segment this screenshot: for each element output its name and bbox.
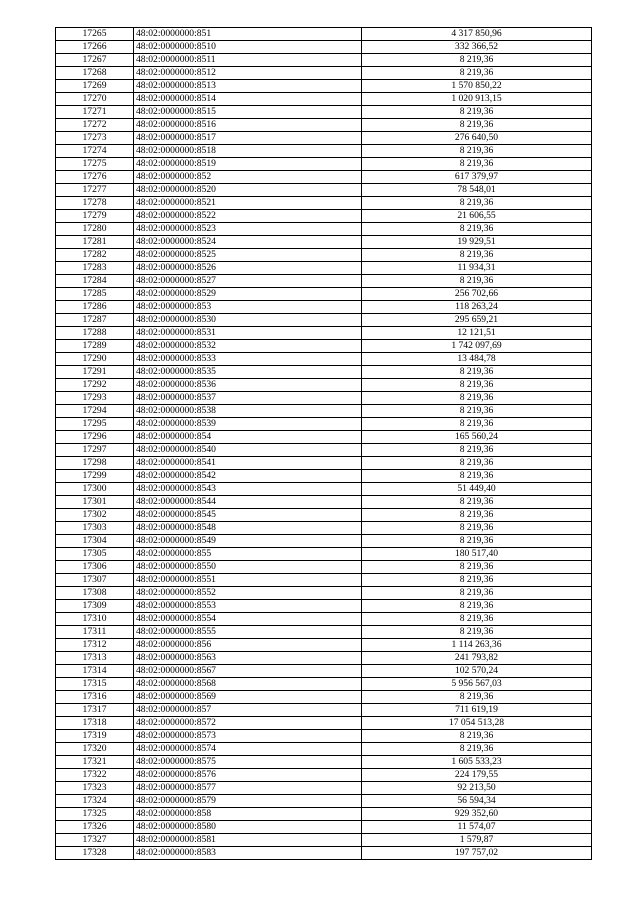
cadastral-number-cell: 48:02:0000000:8579 (134, 795, 362, 808)
cadastral-value-cell: 5 956 567,03 (362, 678, 592, 691)
row-number-cell: 17273 (56, 132, 134, 145)
row-number-cell: 17285 (56, 288, 134, 301)
cadastral-number-cell: 48:02:0000000:8539 (134, 418, 362, 431)
cadastral-value-cell: 8 219,36 (362, 626, 592, 639)
cadastral-number-cell: 48:02:0000000:858 (134, 808, 362, 821)
cadastral-number-cell: 48:02:0000000:8512 (134, 67, 362, 80)
table-row (56, 54, 592, 67)
table-row (56, 483, 592, 496)
cadastral-number-cell: 48:02:0000000:8552 (134, 587, 362, 600)
table-row (56, 314, 592, 327)
row-number-cell: 17309 (56, 600, 134, 613)
row-number-cell: 17272 (56, 119, 134, 132)
row-number-cell: 17276 (56, 171, 134, 184)
row-number-cell: 17308 (56, 587, 134, 600)
table-row (56, 587, 592, 600)
table-row (56, 366, 592, 379)
row-number-cell: 17303 (56, 522, 134, 535)
table-row (56, 119, 592, 132)
cadastral-number-cell: 48:02:0000000:857 (134, 704, 362, 717)
cadastral-number-cell: 48:02:0000000:8533 (134, 353, 362, 366)
cadastral-number-cell: 48:02:0000000:8554 (134, 613, 362, 626)
table-row (56, 262, 592, 275)
row-number-cell: 17269 (56, 80, 134, 93)
cadastral-number-cell: 48:02:0000000:8520 (134, 184, 362, 197)
cadastral-value-cell: 4 317 850,96 (362, 28, 592, 41)
table-row (56, 730, 592, 743)
cadastral-value-cell: 929 352,60 (362, 808, 592, 821)
cadastral-value-cell: 8 219,36 (362, 457, 592, 470)
table-row (56, 80, 592, 93)
table-row (56, 288, 592, 301)
row-number-cell: 17289 (56, 340, 134, 353)
row-number-cell: 17312 (56, 639, 134, 652)
cadastral-number-cell: 48:02:0000000:8511 (134, 54, 362, 67)
cadastral-value-cell: 92 213,50 (362, 782, 592, 795)
row-number-cell: 17279 (56, 210, 134, 223)
cadastral-value-cell: 1 605 533,23 (362, 756, 592, 769)
cadastral-number-cell: 48:02:0000000:8519 (134, 158, 362, 171)
row-number-cell: 17275 (56, 158, 134, 171)
cadastral-number-cell: 48:02:0000000:8573 (134, 730, 362, 743)
table-row (56, 743, 592, 756)
cadastral-value-cell: 8 219,36 (362, 379, 592, 392)
table-row (56, 548, 592, 561)
cadastral-value-cell: 8 219,36 (362, 574, 592, 587)
cadastral-value-cell: 8 219,36 (362, 249, 592, 262)
row-number-cell: 17326 (56, 821, 134, 834)
cadastral-number-cell: 48:02:0000000:8532 (134, 340, 362, 353)
row-number-cell: 17306 (56, 561, 134, 574)
cadastral-value-cell: 241 793,82 (362, 652, 592, 665)
row-number-cell: 17293 (56, 392, 134, 405)
row-number-cell: 17300 (56, 483, 134, 496)
row-number-cell: 17265 (56, 28, 134, 41)
cadastral-number-cell: 48:02:0000000:8542 (134, 470, 362, 483)
cadastral-number-cell: 48:02:0000000:8555 (134, 626, 362, 639)
table-row (56, 41, 592, 54)
row-number-cell: 17310 (56, 613, 134, 626)
table-row (56, 600, 592, 613)
row-number-cell: 17298 (56, 457, 134, 470)
row-number-cell: 17311 (56, 626, 134, 639)
cadastral-number-cell: 48:02:0000000:855 (134, 548, 362, 561)
cadastral-number-cell: 48:02:0000000:8524 (134, 236, 362, 249)
table-row (56, 301, 592, 314)
row-number-cell: 17301 (56, 496, 134, 509)
row-number-cell: 17307 (56, 574, 134, 587)
table-row (56, 444, 592, 457)
cadastral-number-cell: 48:02:0000000:8550 (134, 561, 362, 574)
cadastral-number-cell: 48:02:0000000:8515 (134, 106, 362, 119)
table-row (56, 639, 592, 652)
table-row (56, 106, 592, 119)
cadastral-value-cell: 8 219,36 (362, 743, 592, 756)
cadastral-value-cell: 8 219,36 (362, 561, 592, 574)
table-row (56, 249, 592, 262)
cadastral-value-cell: 8 219,36 (362, 223, 592, 236)
cadastral-number-cell: 48:02:0000000:8536 (134, 379, 362, 392)
table-row (56, 678, 592, 691)
cadastral-value-cell: 12 121,51 (362, 327, 592, 340)
cadastral-value-cell: 256 702,66 (362, 288, 592, 301)
cadastral-value-cell: 8 219,36 (362, 418, 592, 431)
row-number-cell: 17281 (56, 236, 134, 249)
table-row (56, 652, 592, 665)
table-row (56, 145, 592, 158)
cadastral-number-cell: 48:02:0000000:8540 (134, 444, 362, 457)
table-row (56, 171, 592, 184)
table-row (56, 704, 592, 717)
cadastral-number-cell: 48:02:0000000:8545 (134, 509, 362, 522)
cadastral-value-cell: 8 219,36 (362, 730, 592, 743)
cadastral-value-cell: 78 548,01 (362, 184, 592, 197)
row-number-cell: 17274 (56, 145, 134, 158)
table-body (56, 28, 592, 860)
table-row (56, 93, 592, 106)
row-number-cell: 17318 (56, 717, 134, 730)
table-row (56, 821, 592, 834)
cadastral-value-cell: 276 640,50 (362, 132, 592, 145)
row-number-cell: 17267 (56, 54, 134, 67)
cadastral-value-cell: 8 219,36 (362, 535, 592, 548)
table-row (56, 184, 592, 197)
table-row (56, 223, 592, 236)
table-row (56, 834, 592, 847)
cadastral-number-cell: 48:02:0000000:8563 (134, 652, 362, 665)
cadastral-value-cell: 8 219,36 (362, 366, 592, 379)
row-number-cell: 17319 (56, 730, 134, 743)
table-row (56, 691, 592, 704)
table-row (56, 353, 592, 366)
table-row (56, 574, 592, 587)
cadastral-number-cell: 48:02:0000000:852 (134, 171, 362, 184)
cadastral-number-cell: 48:02:0000000:8567 (134, 665, 362, 678)
table-row (56, 392, 592, 405)
table-row (56, 132, 592, 145)
row-number-cell: 17295 (56, 418, 134, 431)
cadastral-value-cell: 1 020 913,15 (362, 93, 592, 106)
row-number-cell: 17278 (56, 197, 134, 210)
row-number-cell: 17283 (56, 262, 134, 275)
row-number-cell: 17271 (56, 106, 134, 119)
cadastral-number-cell: 48:02:0000000:8538 (134, 405, 362, 418)
row-number-cell: 17277 (56, 184, 134, 197)
row-number-cell: 17313 (56, 652, 134, 665)
cadastral-value-cell: 8 219,36 (362, 509, 592, 522)
cadastral-number-cell: 48:02:0000000:8548 (134, 522, 362, 535)
table-row (56, 769, 592, 782)
cadastral-value-cell: 8 219,36 (362, 145, 592, 158)
cadastral-number-cell: 48:02:0000000:8569 (134, 691, 362, 704)
cadastral-value-cell: 8 219,36 (362, 470, 592, 483)
row-number-cell: 17287 (56, 314, 134, 327)
cadastral-value-cell: 8 219,36 (362, 496, 592, 509)
row-number-cell: 17280 (56, 223, 134, 236)
row-number-cell: 17325 (56, 808, 134, 821)
cadastral-number-cell: 48:02:0000000:8580 (134, 821, 362, 834)
cadastral-number-cell: 48:02:0000000:854 (134, 431, 362, 444)
cadastral-value-cell: 8 219,36 (362, 106, 592, 119)
cadastral-value-cell: 8 219,36 (362, 613, 592, 626)
cadastral-number-cell: 48:02:0000000:851 (134, 28, 362, 41)
cadastral-value-table (55, 27, 592, 860)
cadastral-number-cell: 48:02:0000000:8543 (134, 483, 362, 496)
cadastral-number-cell: 48:02:0000000:8535 (134, 366, 362, 379)
table-row (56, 470, 592, 483)
table-row (56, 613, 592, 626)
table-row (56, 522, 592, 535)
table-row (56, 496, 592, 509)
table-row (56, 561, 592, 574)
cadastral-value-cell: 8 219,36 (362, 405, 592, 418)
row-number-cell: 17294 (56, 405, 134, 418)
table-row (56, 457, 592, 470)
table-row (56, 665, 592, 678)
table-row (56, 197, 592, 210)
cadastral-number-cell: 48:02:0000000:8576 (134, 769, 362, 782)
cadastral-value-cell: 1 570 850,22 (362, 80, 592, 93)
row-number-cell: 17314 (56, 665, 134, 678)
row-number-cell: 17288 (56, 327, 134, 340)
cadastral-value-cell: 332 366,52 (362, 41, 592, 54)
table-row (56, 28, 592, 41)
table-row (56, 158, 592, 171)
row-number-cell: 17290 (56, 353, 134, 366)
row-number-cell: 17317 (56, 704, 134, 717)
table-row (56, 340, 592, 353)
cadastral-number-cell: 48:02:0000000:8553 (134, 600, 362, 613)
cadastral-value-cell: 617 379,97 (362, 171, 592, 184)
row-number-cell: 17299 (56, 470, 134, 483)
table-row (56, 626, 592, 639)
cadastral-value-cell: 11 934,31 (362, 262, 592, 275)
cadastral-value-cell: 1 579,87 (362, 834, 592, 847)
cadastral-number-cell: 48:02:0000000:8525 (134, 249, 362, 262)
cadastral-number-cell: 48:02:0000000:8513 (134, 80, 362, 93)
cadastral-value-cell: 165 560,24 (362, 431, 592, 444)
cadastral-number-cell: 48:02:0000000:8527 (134, 275, 362, 288)
table-row (56, 808, 592, 821)
table-row (56, 405, 592, 418)
row-number-cell: 17323 (56, 782, 134, 795)
cadastral-value-cell: 224 179,55 (362, 769, 592, 782)
cadastral-value-cell: 295 659,21 (362, 314, 592, 327)
cadastral-number-cell: 48:02:0000000:8531 (134, 327, 362, 340)
cadastral-number-cell: 48:02:0000000:8572 (134, 717, 362, 730)
cadastral-value-cell: 8 219,36 (362, 158, 592, 171)
row-number-cell: 17315 (56, 678, 134, 691)
row-number-cell: 17266 (56, 41, 134, 54)
cadastral-value-cell: 118 263,24 (362, 301, 592, 314)
cadastral-value-cell: 102 570,24 (362, 665, 592, 678)
cadastral-value-cell: 8 219,36 (362, 275, 592, 288)
cadastral-value-cell: 8 219,36 (362, 600, 592, 613)
row-number-cell: 17324 (56, 795, 134, 808)
cadastral-value-cell: 1 114 263,36 (362, 639, 592, 652)
cadastral-number-cell: 48:02:0000000:8516 (134, 119, 362, 132)
cadastral-value-cell: 8 219,36 (362, 119, 592, 132)
table-row (56, 847, 592, 860)
cadastral-number-cell: 48:02:0000000:8575 (134, 756, 362, 769)
table-row (56, 275, 592, 288)
cadastral-number-cell: 48:02:0000000:8517 (134, 132, 362, 145)
table-row (56, 327, 592, 340)
row-number-cell: 17292 (56, 379, 134, 392)
cadastral-value-cell: 8 219,36 (362, 444, 592, 457)
table-row (56, 756, 592, 769)
row-number-cell: 17270 (56, 93, 134, 106)
row-number-cell: 17320 (56, 743, 134, 756)
cadastral-number-cell: 48:02:0000000:8521 (134, 197, 362, 210)
row-number-cell: 17282 (56, 249, 134, 262)
cadastral-number-cell: 48:02:0000000:8583 (134, 847, 362, 860)
row-number-cell: 17321 (56, 756, 134, 769)
table-row (56, 431, 592, 444)
cadastral-value-cell: 8 219,36 (362, 522, 592, 535)
cadastral-value-cell: 21 606,55 (362, 210, 592, 223)
table-row (56, 210, 592, 223)
cadastral-value-cell: 56 594,34 (362, 795, 592, 808)
row-number-cell: 17305 (56, 548, 134, 561)
table-row (56, 236, 592, 249)
cadastral-value-cell: 17 054 513,28 (362, 717, 592, 730)
row-number-cell: 17296 (56, 431, 134, 444)
cadastral-number-cell: 48:02:0000000:8530 (134, 314, 362, 327)
cadastral-number-cell: 48:02:0000000:8514 (134, 93, 362, 106)
row-number-cell: 17328 (56, 847, 134, 860)
cadastral-number-cell: 48:02:0000000:8523 (134, 223, 362, 236)
cadastral-number-cell: 48:02:0000000:8518 (134, 145, 362, 158)
cadastral-value-cell: 8 219,36 (362, 67, 592, 80)
cadastral-value-cell: 11 574,07 (362, 821, 592, 834)
cadastral-number-cell: 48:02:0000000:8574 (134, 743, 362, 756)
cadastral-value-cell: 8 219,36 (362, 54, 592, 67)
cadastral-value-cell: 8 219,36 (362, 691, 592, 704)
cadastral-number-cell: 48:02:0000000:8529 (134, 288, 362, 301)
cadastral-number-cell: 48:02:0000000:8549 (134, 535, 362, 548)
table-row (56, 418, 592, 431)
cadastral-number-cell: 48:02:0000000:853 (134, 301, 362, 314)
table-row (56, 67, 592, 80)
row-number-cell: 17284 (56, 275, 134, 288)
cadastral-number-cell: 48:02:0000000:8522 (134, 210, 362, 223)
row-number-cell: 17286 (56, 301, 134, 314)
row-number-cell: 17316 (56, 691, 134, 704)
cadastral-number-cell: 48:02:0000000:8577 (134, 782, 362, 795)
cadastral-value-cell: 13 484,78 (362, 353, 592, 366)
row-number-cell: 17304 (56, 535, 134, 548)
cadastral-number-cell: 48:02:0000000:8541 (134, 457, 362, 470)
cadastral-number-cell: 48:02:0000000:8568 (134, 678, 362, 691)
table-row (56, 717, 592, 730)
cadastral-value-cell: 8 219,36 (362, 392, 592, 405)
cadastral-value-cell: 197 757,02 (362, 847, 592, 860)
cadastral-value-cell: 180 517,40 (362, 548, 592, 561)
table-row (56, 795, 592, 808)
table-row (56, 509, 592, 522)
table-row (56, 379, 592, 392)
cadastral-number-cell: 48:02:0000000:856 (134, 639, 362, 652)
cadastral-number-cell: 48:02:0000000:8510 (134, 41, 362, 54)
cadastral-value-cell: 711 619,19 (362, 704, 592, 717)
cadastral-value-cell: 19 929,51 (362, 236, 592, 249)
row-number-cell: 17268 (56, 67, 134, 80)
row-number-cell: 17302 (56, 509, 134, 522)
cadastral-number-cell: 48:02:0000000:8526 (134, 262, 362, 275)
row-number-cell: 17291 (56, 366, 134, 379)
cadastral-number-cell: 48:02:0000000:8551 (134, 574, 362, 587)
table-row (56, 535, 592, 548)
table-row (56, 782, 592, 795)
row-number-cell: 17327 (56, 834, 134, 847)
row-number-cell: 17322 (56, 769, 134, 782)
cadastral-value-cell: 1 742 097,69 (362, 340, 592, 353)
cadastral-value-cell: 51 449,40 (362, 483, 592, 496)
cadastral-number-cell: 48:02:0000000:8544 (134, 496, 362, 509)
cadastral-value-cell: 8 219,36 (362, 587, 592, 600)
cadastral-value-cell: 8 219,36 (362, 197, 592, 210)
cadastral-number-cell: 48:02:0000000:8537 (134, 392, 362, 405)
cadastral-number-cell: 48:02:0000000:8581 (134, 834, 362, 847)
row-number-cell: 17297 (56, 444, 134, 457)
